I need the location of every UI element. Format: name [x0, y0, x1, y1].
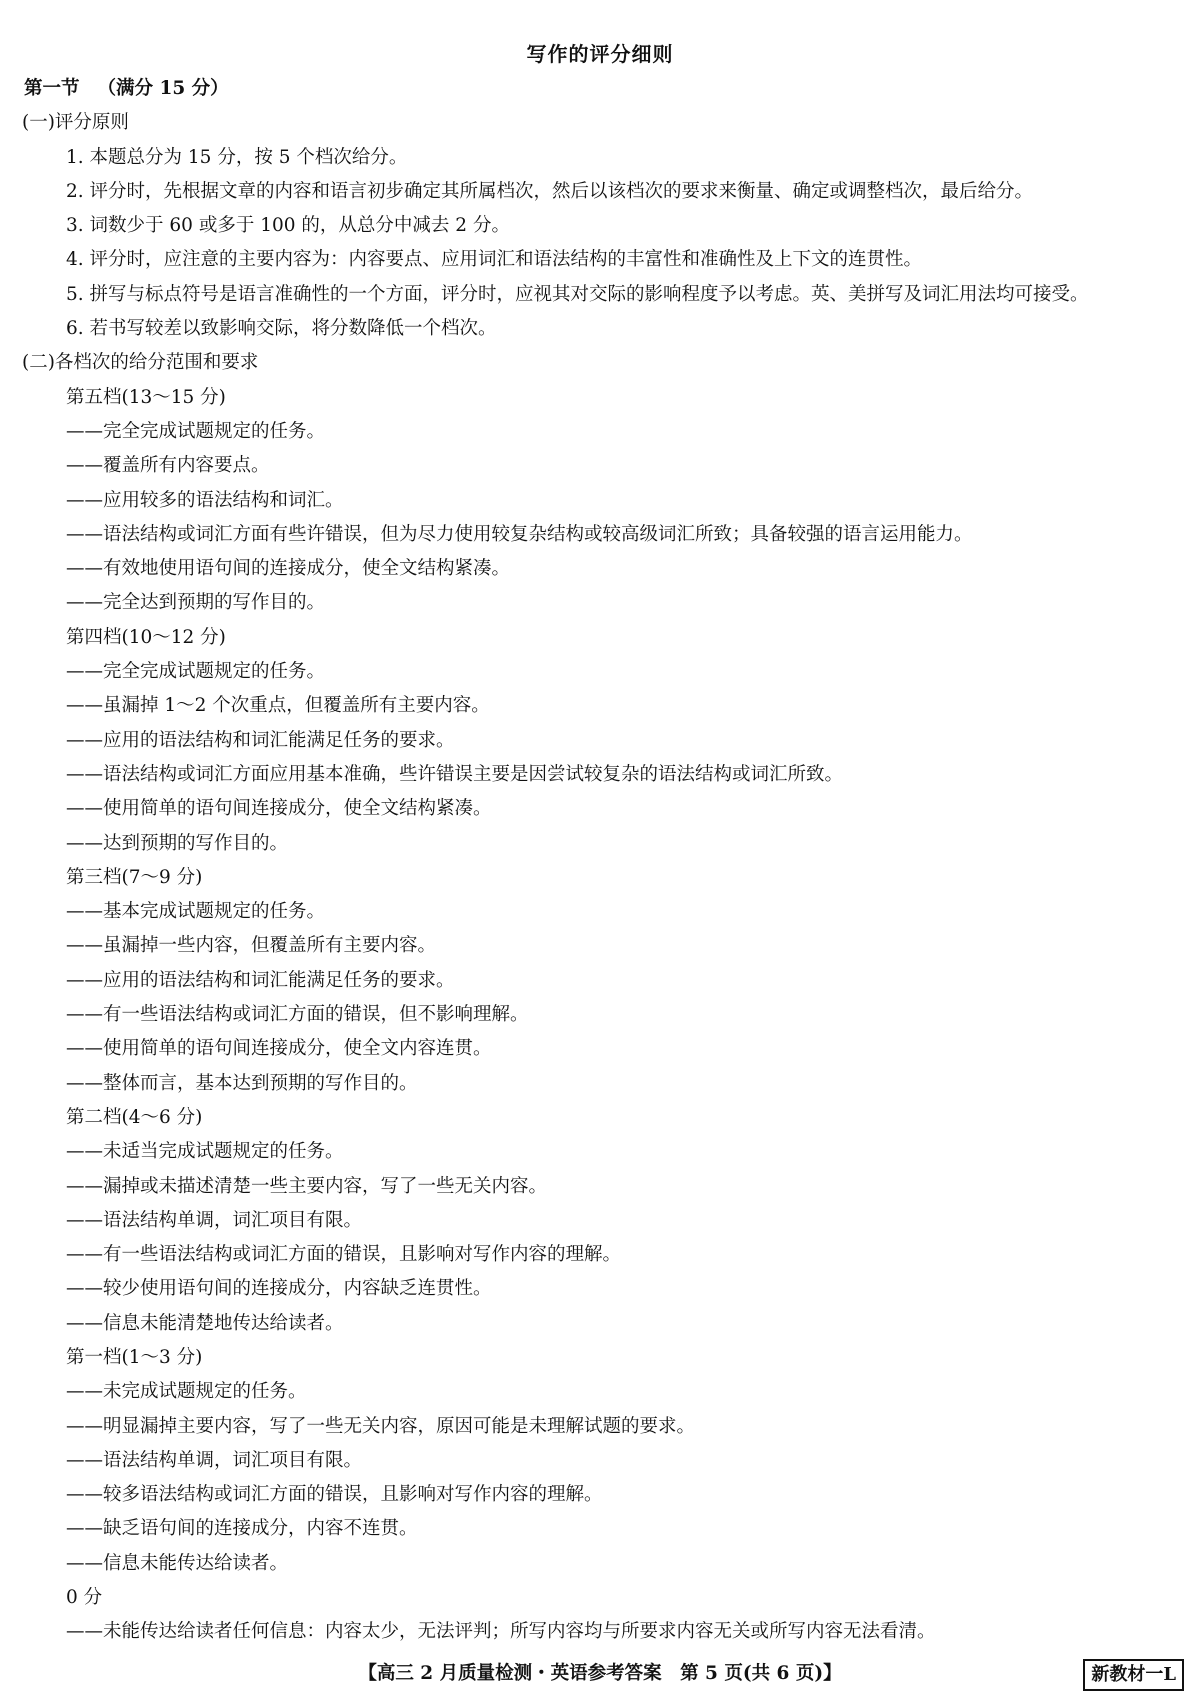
- tier-requirement: ——应用的语法结构和词汇能满足任务的要求。: [66, 729, 455, 751]
- tier-requirement: ——应用较多的语法结构和词汇。: [66, 489, 344, 511]
- tier-requirement: ——较少使用语句间的连接成分，内容缺乏连贯性。: [66, 1278, 492, 1300]
- tier-requirement: ——有一些语法结构或词汇方面的错误，但不影响理解。: [66, 1004, 529, 1026]
- tier-heading: 第四档(10～12 分): [66, 626, 226, 648]
- principle-item: 5. 拼写与标点符号是语言准确性的一个方面，评分时，应视其对交际的影响程度予以考虑。英、美拼写及词汇用法均可接受。: [66, 283, 1089, 305]
- section-heading: [22, 72, 1182, 106]
- principles-heading: (一)评分原则: [22, 112, 129, 134]
- principle-item: 2. 评分时，先根据文章的内容和语言初步确定其所属档次，然后以该档次的要求来衡量、确定或调整档次，最后给分。: [66, 180, 1034, 202]
- tier-requirement: ——明显漏掉主要内容，写了一些无关内容，原因可能是未理解试题的要求。: [66, 1415, 696, 1437]
- tier-requirement: ——使用简单的语句间连接成分，使全文内容连贯。: [66, 1038, 492, 1060]
- tier-heading: 第二档(4～6 分): [66, 1106, 203, 1128]
- tier-requirement: ——虽漏掉 1～2 个次重点，但覆盖所有主要内容。: [66, 695, 490, 717]
- tier-requirement: ——有一些语法结构或词汇方面的错误，且影响对写作内容的理解。: [66, 1244, 622, 1266]
- tier-requirement: ——完全完成试题规定的任务。: [66, 420, 326, 442]
- tier-requirement: ——未能传达给读者任何信息：内容太少，无法评判；所写内容均与所要求内容无关或所写内容无法看清。: [66, 1621, 936, 1643]
- tier-requirement: ——达到预期的写作目的。: [66, 832, 289, 854]
- tier-heading: 第一档(1～3 分): [66, 1346, 203, 1368]
- tier-requirement: ——语法结构单调，词汇项目有限。: [66, 1449, 363, 1471]
- tier-heading: 第三档(7～9 分): [66, 866, 203, 888]
- tier-requirement: ——语法结构或词汇方面应用基本准确，些许错误主要是因尝试较复杂的语法结构或词汇所致。: [66, 763, 844, 785]
- tier-requirement: ——漏掉或未描述清楚一些主要内容，写了一些无关内容。: [66, 1175, 548, 1197]
- document-body: [22, 72, 1182, 1650]
- tier-requirement: ——覆盖所有内容要点。: [66, 455, 270, 477]
- tier-requirement: ——语法结构单调，词汇项目有限。: [66, 1209, 363, 1231]
- tier-requirement: ——缺乏语句间的连接成分，内容不连贯。: [66, 1518, 418, 1540]
- tier-requirement: ——未适当完成试题规定的任务。: [66, 1141, 344, 1163]
- tier-requirement: ——完全达到预期的写作目的。: [66, 592, 326, 614]
- levels-heading: (二)各档次的给分范围和要求: [22, 352, 259, 374]
- tier-requirement: ——虽漏掉一些内容，但覆盖所有主要内容。: [66, 935, 437, 957]
- tier-requirement: ——整体而言，基本达到预期的写作目的。: [66, 1072, 418, 1094]
- principle-item: 3. 词数少于 60 或多于 100 的，从总分中减去 2 分。: [66, 215, 510, 237]
- tier-requirement: ——语法结构或词汇方面有些许错误，但为尽力使用较复杂结构或较高级词汇所致；具备较强的语言运用能力。: [66, 523, 973, 545]
- tier-heading: 0 分: [66, 1587, 103, 1609]
- tier-requirement: ——完全完成试题规定的任务。: [66, 661, 326, 683]
- principle-item: 6. 若书写较差以致影响交际，将分数降低一个档次。: [66, 318, 497, 340]
- footer-page-info: 【高三 2 月质量检测・英语参考答案 第 5 页(共 6 页)】: [358, 1663, 842, 1684]
- tier-requirement: ——使用简单的语句间连接成分，使全文结构紧凑。: [66, 798, 492, 820]
- tier-requirement: ——信息未能传达给读者。: [66, 1552, 289, 1574]
- section-name: 第一节: [24, 78, 80, 99]
- section-score: （满分 15 分）: [97, 78, 229, 99]
- tier-requirement: ——基本完成试题规定的任务。: [66, 901, 326, 923]
- edition-badge: 新教材一L: [1083, 1659, 1184, 1691]
- tier-requirement: ——未完成试题规定的任务。: [66, 1381, 307, 1403]
- tier-requirement: ——有效地使用语句间的连接成分，使全文结构紧凑。: [66, 558, 511, 580]
- tier-requirement: ——较多语法结构或词汇方面的错误，且影响对写作内容的理解。: [66, 1484, 603, 1506]
- page-footer: [0, 1659, 1200, 1689]
- principle-item: 4. 评分时，应注意的主要内容为：内容要点、应用词汇和语法结构的丰富性和准确性及上下文的连贯性。: [66, 249, 923, 271]
- tier-requirement: ——应用的语法结构和词汇能满足任务的要求。: [66, 969, 455, 991]
- tier-requirement: ——信息未能清楚地传达给读者。: [66, 1312, 344, 1334]
- tier-heading: 第五档(13～15 分): [66, 386, 226, 408]
- document-title: 写作的评分细则: [526, 42, 674, 66]
- principle-item: 1. 本题总分为 15 分，按 5 个档次给分。: [66, 146, 408, 168]
